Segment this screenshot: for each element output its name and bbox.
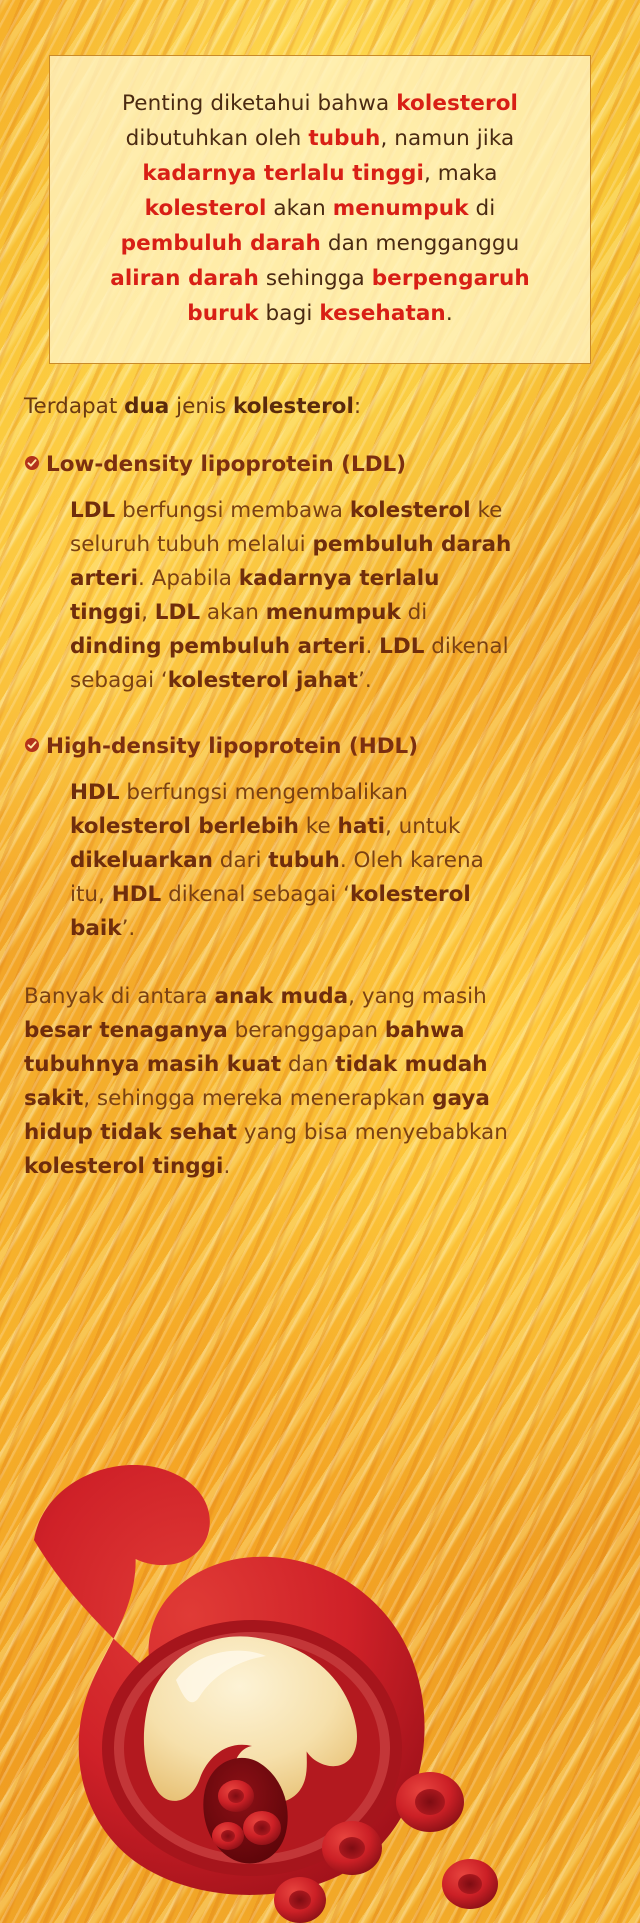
emphasis-text: hati <box>337 814 385 839</box>
emphasis-text: HDL <box>111 882 162 907</box>
emphasis-text: kolesterol <box>144 196 267 221</box>
check-circle-icon <box>24 455 46 471</box>
emphasis-text: gaya hidup tidak sehat <box>24 1086 490 1145</box>
emphasis-text: dikeluarkan <box>70 848 213 873</box>
check-circle-icon <box>24 737 46 753</box>
callout-box <box>49 55 591 364</box>
emphasis-text: bahwa tubuhnya masih kuat <box>24 1018 465 1077</box>
article-body <box>24 390 524 1184</box>
emphasis-text: dinding pembuluh arteri <box>70 634 366 659</box>
emphasis-text: anak muda <box>214 984 349 1009</box>
list-item-body: LDL berfungsi membawa kolesterol ke seluruh tubuh melalui pembuluh darah arteri. Apabila kadarnya terlalu tinggi, LDL akan menumpuk di dinding pembuluh arteri. LDL dikenal sebagai ‘kolesterol jahat’. <box>70 498 512 693</box>
list-item <box>24 732 524 762</box>
list-item-title: Low-density lipoprotein (LDL) <box>46 452 407 477</box>
emphasis-text: kolesterol <box>396 91 519 116</box>
emphasis-text: menumpuk <box>265 600 401 625</box>
callout-text: Penting diketahui bahwa kolesterol dibutuhkan oleh tubuh, namun jika kadarnya terlalu tinggi, maka kolesterol akan menumpuk di pembuluh darah dan mengganggu aliran darah sehingga berpengaruh buruk bagi kesehatan. <box>110 91 530 326</box>
closing-paragraph: Banyak di antara anak muda, yang masih besar tenaganya beranggapan bahwa tubuhnya masih kuat dan tidak mudah sakit, sehingga mereka menerapkan gaya hidup tidak sehat yang bisa menyebabkan kolesterol tinggi. <box>24 984 508 1179</box>
emphasis-text: kadarnya terlalu tinggi <box>142 161 424 186</box>
emphasis-text: LDL <box>70 498 116 523</box>
emphasis-text: LDL <box>379 634 425 659</box>
list-item <box>24 450 524 480</box>
list-item-body: HDL berfungsi mengembalikan kolesterol berlebih ke hati, untuk dikeluarkan dari tubuh. Oleh karena itu, HDL dikenal sebagai ‘kolesterol baik’. <box>70 780 484 941</box>
emphasis-text: dua <box>124 394 170 419</box>
emphasis-text: kolesterol jahat <box>167 668 359 693</box>
list-item-title: High-density lipoprotein (HDL) <box>46 734 419 759</box>
clogged-artery-illustration <box>0 1430 640 1923</box>
emphasis-text: kolesterol <box>232 394 354 419</box>
emphasis-text: kolesterol tinggi <box>24 1154 224 1179</box>
emphasis-text: kadarnya terlalu tinggi <box>70 566 440 625</box>
emphasis-text: tubuh <box>268 848 340 873</box>
emphasis-text: tidak mudah sakit <box>24 1052 488 1111</box>
emphasis-text: HDL <box>70 780 120 805</box>
emphasis-text: menumpuk <box>332 196 469 221</box>
emphasis-text: kolesterol baik <box>70 882 471 941</box>
emphasis-text: pembuluh darah <box>120 231 321 256</box>
emphasis-text: besar tenaganya <box>24 1018 228 1043</box>
emphasis-text: berpengaruh buruk <box>187 266 530 326</box>
emphasis-text: kesehatan <box>319 301 446 326</box>
emphasis-text: kolesterol <box>349 498 471 523</box>
intro-paragraph: Terdapat dua jenis kolesterol: <box>24 394 362 419</box>
emphasis-text: aliran darah <box>110 266 259 291</box>
emphasis-text: kolesterol berlebih <box>70 814 299 839</box>
emphasis-text: pembuluh darah arteri <box>70 532 512 591</box>
emphasis-text: LDL <box>154 600 201 625</box>
emphasis-text: tubuh <box>308 126 381 151</box>
